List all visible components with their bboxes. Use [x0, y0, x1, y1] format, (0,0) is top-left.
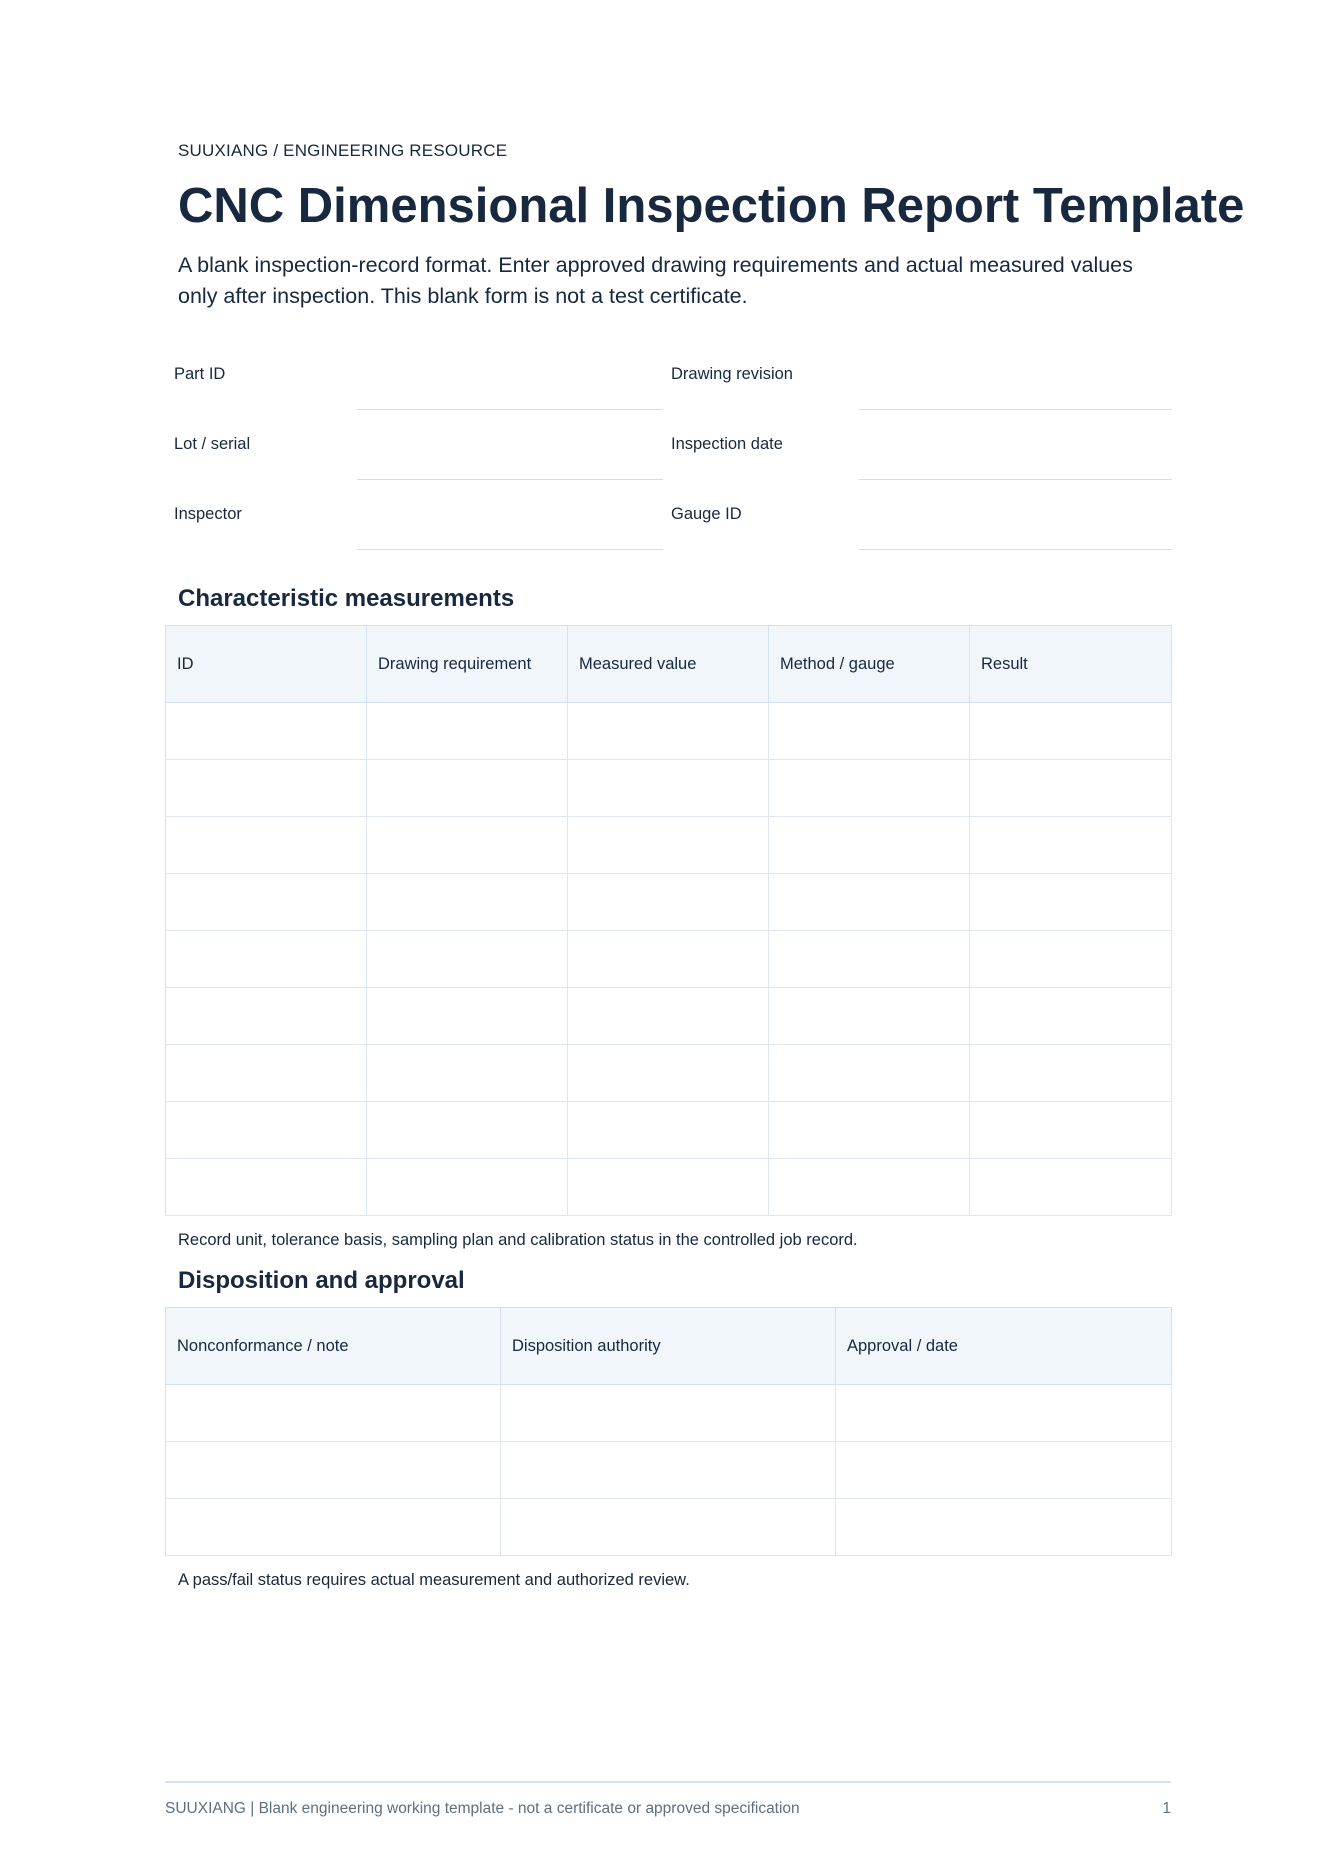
table-row [166, 1499, 1172, 1556]
part-id-label: Part ID [174, 365, 226, 383]
table-cell[interactable] [836, 1385, 1172, 1442]
table-cell[interactable] [769, 817, 970, 874]
table-cell[interactable] [367, 703, 568, 760]
table-cell[interactable] [166, 988, 367, 1045]
table-cell[interactable] [166, 1385, 501, 1442]
inspection-date-field[interactable] [859, 410, 1172, 480]
table-cell[interactable] [166, 874, 367, 931]
column-header-id: ID [166, 626, 367, 703]
table-cell[interactable] [166, 1045, 367, 1102]
table-row [166, 988, 1172, 1045]
table-cell[interactable] [970, 931, 1172, 988]
table-cell[interactable] [166, 931, 367, 988]
table-row [166, 931, 1172, 988]
table-cell[interactable] [501, 1385, 836, 1442]
column-header-drawing-requirement: Drawing requirement [367, 626, 568, 703]
table-cell[interactable] [367, 1159, 568, 1216]
table-cell[interactable] [166, 1102, 367, 1159]
table-cell[interactable] [970, 817, 1172, 874]
column-header-approval-date: Approval / date [836, 1308, 1172, 1385]
column-header-nonconformance-note: Nonconformance / note [166, 1308, 501, 1385]
table-header-row [166, 626, 1172, 703]
part-id-field[interactable] [357, 340, 663, 410]
table-cell[interactable] [568, 1102, 769, 1159]
table-cell[interactable] [769, 1102, 970, 1159]
table-cell[interactable] [367, 760, 568, 817]
page-title: CNC Dimensional Inspection Report Template [178, 179, 1245, 233]
gauge-id-field[interactable] [859, 480, 1172, 550]
measurements-table [165, 625, 1172, 1216]
table-cell[interactable] [836, 1499, 1172, 1556]
table-cell[interactable] [568, 703, 769, 760]
lot-serial-label: Lot / serial [174, 435, 251, 453]
drawing-revision-label: Drawing revision [671, 365, 793, 383]
measurements-note: Record unit, tolerance basis, sampling plan and calibration status in the controlled job record. [178, 1231, 858, 1249]
page-number: 1 [1162, 1800, 1171, 1817]
table-cell[interactable] [568, 988, 769, 1045]
table-cell[interactable] [166, 1159, 367, 1216]
lot-serial-field[interactable] [357, 410, 663, 480]
table-cell[interactable] [769, 760, 970, 817]
table-cell[interactable] [970, 760, 1172, 817]
table-cell[interactable] [970, 874, 1172, 931]
table-cell[interactable] [367, 1045, 568, 1102]
table-cell[interactable] [568, 817, 769, 874]
gauge-id-label: Gauge ID [671, 505, 742, 523]
table-header-row [166, 1308, 1172, 1385]
disposition-section-title: Disposition and approval [178, 1267, 465, 1294]
column-header-disposition-authority: Disposition authority [501, 1308, 836, 1385]
table-cell[interactable] [166, 1499, 501, 1556]
table-cell[interactable] [568, 1045, 769, 1102]
disposition-table [165, 1307, 1172, 1556]
table-row [166, 817, 1172, 874]
column-header-result: Result [970, 626, 1172, 703]
table-cell[interactable] [970, 1159, 1172, 1216]
table-cell[interactable] [769, 988, 970, 1045]
table-row [166, 1102, 1172, 1159]
table-row [166, 1045, 1172, 1102]
table-row [166, 760, 1172, 817]
table-cell[interactable] [568, 931, 769, 988]
table-row [166, 1442, 1172, 1499]
column-header-measured-value: Measured value [568, 626, 769, 703]
eyebrow-label: SUUXIANG / ENGINEERING RESOURCE [178, 141, 508, 160]
table-cell[interactable] [568, 760, 769, 817]
table-cell[interactable] [769, 1159, 970, 1216]
header-fields [166, 340, 1172, 550]
measurements-section-title: Characteristic measurements [178, 585, 515, 612]
table-cell[interactable] [166, 1442, 501, 1499]
table-row [166, 1385, 1172, 1442]
table-cell[interactable] [367, 817, 568, 874]
inspector-label: Inspector [174, 505, 242, 523]
footer-text: SUUXIANG | Blank engineering working template - not a certificate or approved specification [165, 1800, 800, 1817]
table-cell[interactable] [970, 703, 1172, 760]
table-cell[interactable] [970, 988, 1172, 1045]
table-cell[interactable] [836, 1442, 1172, 1499]
table-cell[interactable] [367, 988, 568, 1045]
table-cell[interactable] [769, 874, 970, 931]
table-cell[interactable] [166, 817, 367, 874]
inspector-field[interactable] [357, 480, 663, 550]
column-header-method-gauge: Method / gauge [769, 626, 970, 703]
footer-divider [165, 1781, 1171, 1783]
inspection-date-label: Inspection date [671, 435, 783, 453]
table-cell[interactable] [501, 1499, 836, 1556]
table-cell[interactable] [970, 1102, 1172, 1159]
table-cell[interactable] [769, 931, 970, 988]
table-cell[interactable] [769, 703, 970, 760]
table-cell[interactable] [501, 1442, 836, 1499]
table-cell[interactable] [166, 760, 367, 817]
disposition-note: A pass/fail status requires actual measurement and authorized review. [178, 1571, 690, 1589]
table-cell[interactable] [367, 874, 568, 931]
table-cell[interactable] [568, 1159, 769, 1216]
table-cell[interactable] [568, 874, 769, 931]
table-cell[interactable] [166, 703, 367, 760]
table-row [166, 874, 1172, 931]
table-cell[interactable] [970, 1045, 1172, 1102]
table-cell[interactable] [367, 1102, 568, 1159]
table-cell[interactable] [367, 931, 568, 988]
drawing-revision-field[interactable] [859, 340, 1172, 410]
table-row [166, 703, 1172, 760]
intro-paragraph: A blank inspection-record format. Enter approved drawing requirements and actual measured values only after inspection. This blank form is not a test certificate. [178, 253, 1133, 308]
table-row [166, 1159, 1172, 1216]
table-cell[interactable] [769, 1045, 970, 1102]
